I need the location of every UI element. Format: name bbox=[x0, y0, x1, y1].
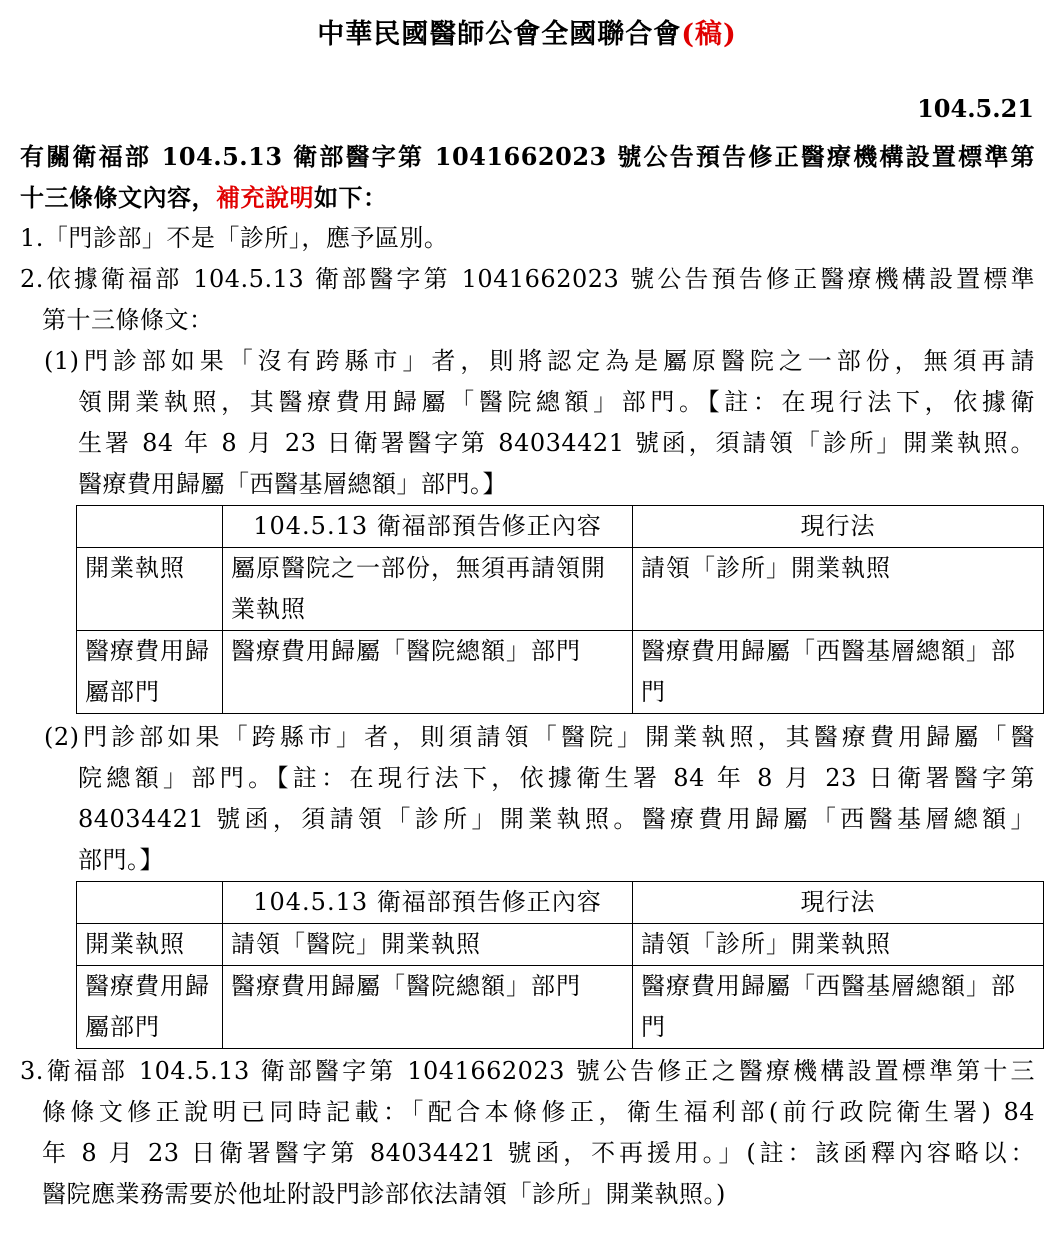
sub-2-line-4: 部門。】 bbox=[78, 846, 164, 874]
table-header-cell: 現行法 bbox=[633, 882, 1044, 924]
item-3-line-1: 3.衛福部 104.5.13 衛部醫字第 1041662023 號公告修正之醫療機構設置標準第十三 bbox=[20, 1057, 1035, 1085]
sub-2-line-3: 84034421 號函，須請領「診所」開業執照。醫療費用歸屬「西醫基層總額」 bbox=[78, 805, 1035, 833]
table-header-row bbox=[77, 882, 1044, 924]
table-cell: 屬原醫院之一部份，無須再請領開業執照 bbox=[223, 548, 633, 631]
table-header-cell: 104.5.13 衛福部預告修正內容 bbox=[223, 882, 633, 924]
document-title bbox=[0, 12, 1054, 51]
table-header-cell: 104.5.13 衛福部預告修正內容 bbox=[223, 506, 633, 548]
heading-supplement: 補充說明 bbox=[216, 183, 314, 212]
table-cell: 醫療費用歸屬部門 bbox=[77, 966, 223, 1049]
heading-line-2-text: 十三條條文內容， bbox=[20, 183, 216, 212]
table-row bbox=[77, 966, 1044, 1049]
table-cell: 請領「醫院」開業執照 bbox=[223, 924, 633, 966]
comparison-table-1 bbox=[76, 505, 1044, 714]
heading-line-1: 有關衛福部 104.5.13 衛部醫字第 1041662023 號公告預告修正醫療機構設置標準第 bbox=[20, 142, 1035, 171]
table-cell: 醫療費用歸屬「西醫基層總額」部門 bbox=[633, 966, 1044, 1049]
title-main: 中華民國醫師公會全國聯合會 bbox=[317, 19, 682, 50]
item-2-line-1: 2.依據衛福部 104.5.13 衛部醫字第 1041662023 號公告預告修正醫療機構設置標準 bbox=[20, 265, 1035, 293]
table-cell: 醫療費用歸屬「醫院總額」部門 bbox=[223, 966, 633, 1049]
table-row bbox=[77, 924, 1044, 966]
table-header-cell bbox=[77, 882, 223, 924]
table-header-cell: 現行法 bbox=[633, 506, 1044, 548]
table-cell: 開業執照 bbox=[77, 924, 223, 966]
table-cell: 開業執照 bbox=[77, 548, 223, 631]
table-row bbox=[77, 631, 1044, 714]
sub-2-line-1: (2)門診部如果「跨縣市」者，則須請領「醫院」開業執照，其醫療費用歸屬「醫 bbox=[44, 723, 1035, 751]
item-3-line-2: 條條文修正說明已同時記載：「配合本條修正，衛生福利部(前行政院衛生署) 84 bbox=[42, 1098, 1035, 1126]
item-2-line-2: 第十三條條文： bbox=[42, 306, 214, 334]
sub-1-line-1: (1)門診部如果「沒有跨縣市」者，則將認定為是屬原醫院之一部份，無須再請 bbox=[44, 347, 1035, 375]
item-3-line-4: 醫院應業務需要於他址附設門診部依法請領「診所」開業執照。) bbox=[42, 1180, 726, 1208]
sub-1-line-4: 醫療費用歸屬「西醫基層總額」部門。】 bbox=[78, 470, 507, 498]
comparison-table-2 bbox=[76, 881, 1044, 1049]
heading-line-2 bbox=[20, 177, 1035, 218]
table-row bbox=[77, 548, 1044, 631]
item-3-line-3: 年 8 月 23 日衛署醫字第 84034421 號函，不再援用。」(註：該函釋內容略以： bbox=[42, 1139, 1035, 1167]
table-cell: 醫療費用歸屬「西醫基層總額」部門 bbox=[633, 631, 1044, 714]
document-date: 104.5.21 bbox=[917, 94, 1034, 123]
sub-1-line-3: 生署 84 年 8 月 23 日衛署醫字第 84034421 號函，須請領「診所」開業執照。 bbox=[78, 429, 1035, 457]
table-header-cell bbox=[77, 506, 223, 548]
heading-line-2-suffix: 如下： bbox=[314, 183, 388, 212]
table-cell: 請領「診所」開業執照 bbox=[633, 924, 1044, 966]
sub-2-line-2: 院總額」部門。【註：在現行法下，依據衛生署 84 年 8 月 23 日衛署醫字第 bbox=[78, 764, 1035, 792]
table-header-row bbox=[77, 506, 1044, 548]
sub-1-line-2: 領開業執照，其醫療費用歸屬「醫院總額」部門。【註：在現行法下，依據衛 bbox=[78, 388, 1035, 416]
table-cell: 醫療費用歸屬「醫院總額」部門 bbox=[223, 631, 633, 714]
title-draft-mark: (稿) bbox=[681, 19, 737, 50]
table-cell: 請領「診所」開業執照 bbox=[633, 548, 1044, 631]
document-heading bbox=[20, 136, 1035, 218]
item-1: 1.「門診部」不是「診所」，應予區別。 bbox=[20, 224, 449, 252]
table-cell: 醫療費用歸屬部門 bbox=[77, 631, 223, 714]
